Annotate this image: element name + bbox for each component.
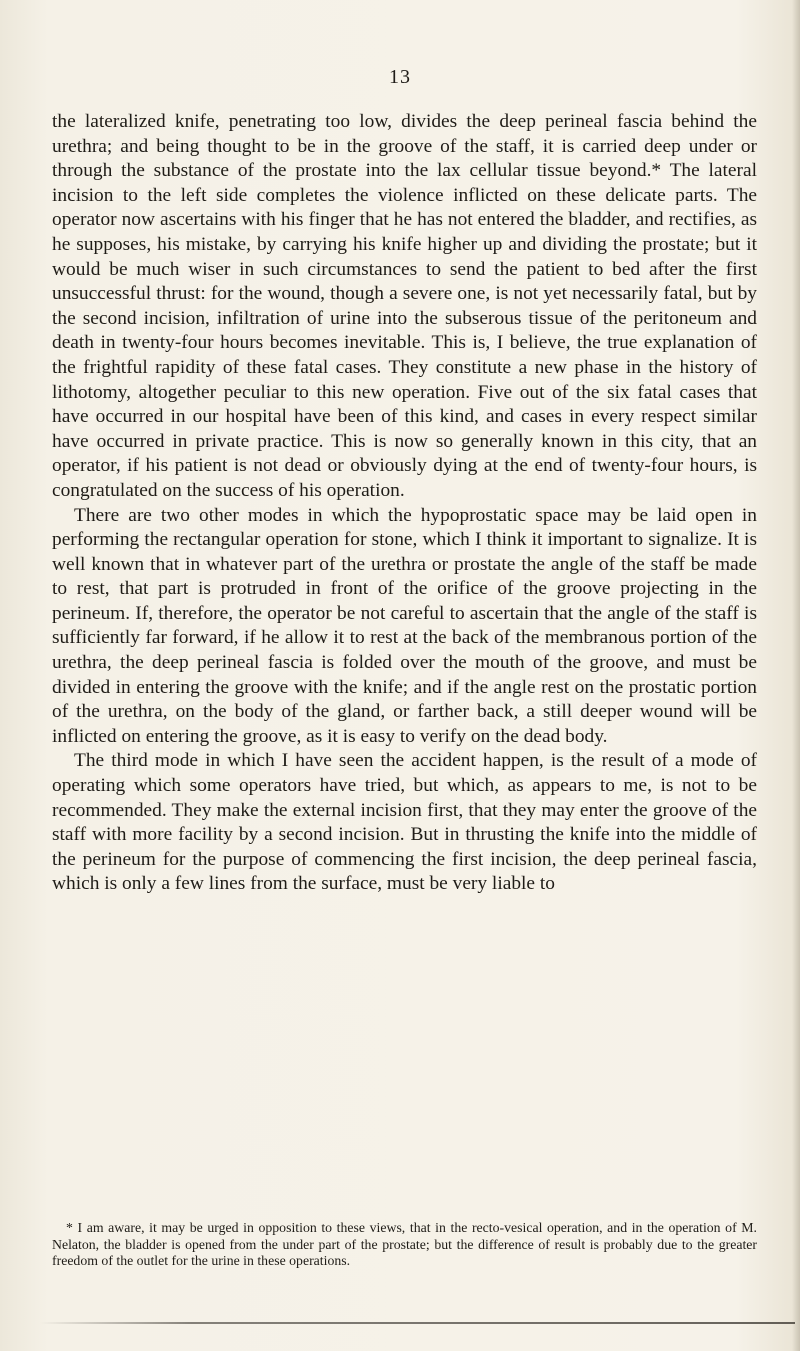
footnote-text: * I am aware, it may be urged in opposition to these views, that in the recto-vesical operation, and in the operation of M. Nelaton, the bladder is opened from the under part of the prostate; but the difference of result is probably due to the greater freedom of the outlet for the urine in these operations. <box>52 1220 757 1269</box>
body-text <box>52 110 757 897</box>
page-edge-shadow <box>792 0 800 1351</box>
page-number: 13 <box>389 66 411 88</box>
paragraph-3: The third mode in which I have seen the accident happen, is the result of a mode of operating which some operators have tried, but which, as appears to me, is not to be recommended. They make the external incision first, that they may enter the groove of the staff with more facility by a second incision. But in thrusting the knife into the middle of the perineum for the purpose of commencing the first incision, the deep perineal fascia, which is only a few lines from the surface, must be very liable to <box>52 750 757 895</box>
paragraph-2: There are two other modes in which the hypoprostatic space may be laid open in performing the rectangular operation for stone, which I think it important to signalize. It is well known that in whatever part of the urethra or prostate the angle of the staff be made to rest, that part is protruded in front of the orifice of the groove projecting in the perineum. If, therefore, the operator be not careful to ascertain that the angle of the staff is sufficiently far forward, if he allow it to rest at the back of the membranous portion of the urethra, the deep perineal fascia is folded over the mouth of the groove, and must be divided in entering the groove with the knife; and if the angle rest on the prostatic portion of the urethra, on the body of the gland, or farther back, a still deeper wound will be inflicted on entering the groove, as it is easy to verify on the dead body. <box>52 504 757 747</box>
bottom-rule <box>40 1322 795 1324</box>
footnote <box>52 1220 757 1270</box>
paragraph-1: the lateralized knife, penetrating too low, divides the deep perineal fascia behind the urethra; and being thought to be in the groove of the staff, it is carried deep under or through the substance of the prostate into the lax cellular tissue beyond.* The lateral incision to the left side completes the violence inflicted on these delicate parts. The operator now ascertains with his finger that he has not entered the bladder, and rectifies, as he supposes, his mistake, by carrying his knife higher up and dividing the prostate; but it would be much wiser in such circumstances to send the patient to bed after the first unsuccessful thrust: for the wound, though a severe one, is not yet necessarily fatal, but by the second incision, infiltration of urine into the subserous tissue of the peritoneum and death in twenty-four hours becomes inevitable. This is, I believe, the true explanation of the frightful rapidity of these fatal cases. They constitute a new phase in the history of lithotomy, altogether peculiar to this new operation. Five out of the six fatal cases that have occurred in our hospital have been of this kind, and cases in every respect similar have occurred in private practice. This is now so generally known in this city, that an operator, if his patient is not dead or obviously dying at the end of twenty-four hours, is congratulated on the success of his operation. <box>52 111 757 501</box>
